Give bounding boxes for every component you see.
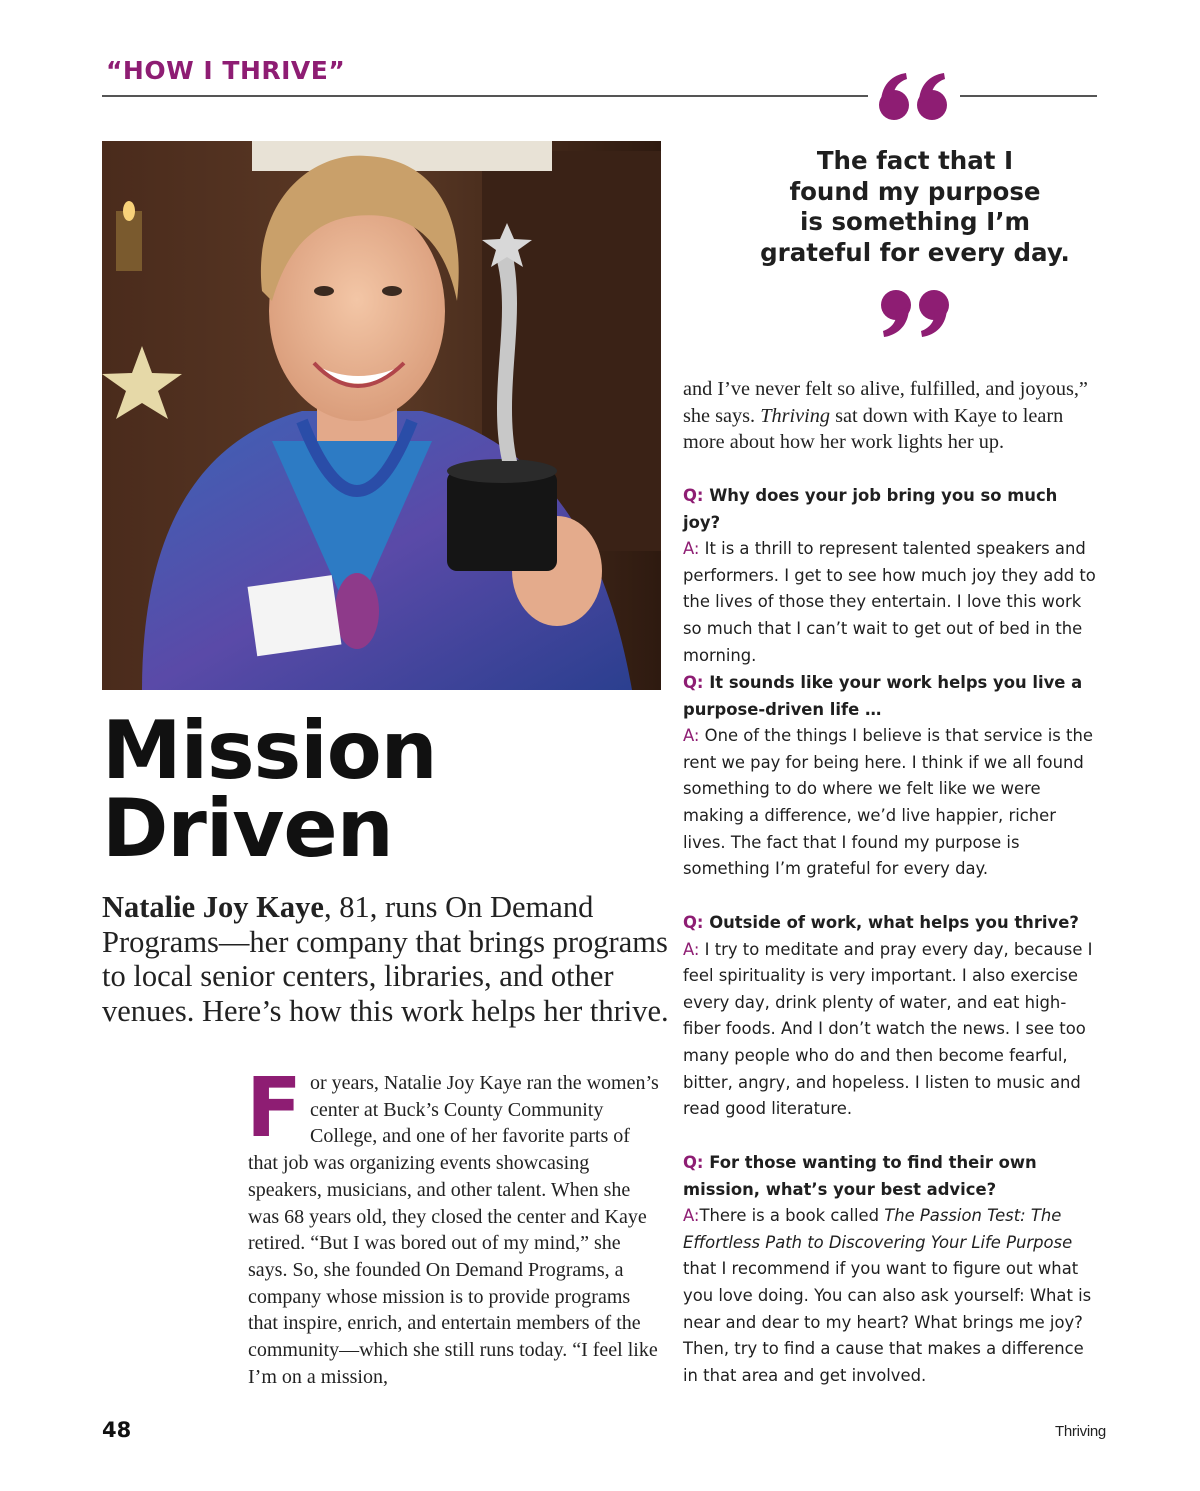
subject-name: Natalie Joy Kaye [102, 890, 324, 924]
answer-tag: A: [683, 1206, 700, 1226]
answer-tag: A: [683, 539, 700, 559]
body-text: and I’ve never felt so alive, fulfilled, and joyous,” she says. [683, 378, 1088, 427]
answer [683, 937, 1098, 1123]
headline-line: Mission [102, 704, 437, 797]
book-title: The Passion Test: The Effortless Path to Discovering Your Life Purpose [683, 1206, 1073, 1252]
answer-text: that I recommend if you want to figure out what you love doing. You can also ask yourself: What is near and dear to my heart? What brings me joy? Then, try to find a cause that makes a difference in that area and get involved. [683, 1259, 1092, 1385]
answer-text: I try to meditate and pray every day, because I feel spirituality is very important. I also exercise every day, drink plenty of water, and eat high-fiber foods. And I don’t watch the news. I see too many people who do and then become fearful, bitter, angry, and hopeless. I listen to music and read good literature. [683, 939, 1093, 1119]
body-column-left [246, 1061, 664, 1390]
answer-tag: A: [683, 939, 700, 959]
pull-quote-line: found my purpose [789, 176, 1041, 206]
answer [683, 723, 1098, 883]
question-text: Why does your job bring you so much joy? [683, 486, 1058, 532]
open-quote-icon [868, 64, 960, 128]
question-text: It sounds like your work helps you live a purpose-driven life … [683, 673, 1083, 719]
answer-text: One of the things I believe is that service is the rent we pay for being here. I think if we all found something to do where we felt like we were making a difference, we’d live happier, richer lives. The fact that I found my purpose is something I’m grateful for every day. [683, 726, 1093, 879]
body-text: or years, Natalie Joy Kaye ran the women’s center at Buck’s County Community College, and one of her favorite parts of that job was organizing events showcasing speakers, musicians, and other talent. When she was 68 years old, they closed the center and Kaye retired. “But I was bored out of my mind,” she says. So, she founded On Demand Programs, a company whose mission is to provide programs that inspire, enrich, and entertain members of the community—which she still runs today. “I feel like I’m on a mission, [248, 1072, 659, 1388]
body-column-right-intro [683, 376, 1093, 456]
answer-text: There is a book called [699, 1206, 885, 1226]
question [683, 910, 1098, 937]
question [683, 670, 1098, 723]
question [683, 1150, 1098, 1203]
deck-text: , 81, runs On Demand Programs—her company that brings programs to local senior centers, libraries, and other venues. Here’s how this work helps her thrive. [102, 890, 669, 1028]
question-tag: Q: [683, 673, 704, 692]
answer-tag: A: [683, 726, 700, 746]
magazine-name-italic: Thriving [760, 404, 831, 427]
section-label: “HOW I THRIVE” [106, 56, 346, 85]
question-text: For those wanting to find their own mission, what’s your best advice? [683, 1153, 1037, 1199]
drop-cap: F [246, 1061, 303, 1156]
qa-block [683, 910, 1098, 1123]
pull-quote-line: is something I’m [799, 207, 1031, 236]
question-tag: Q: [683, 486, 704, 505]
answer [683, 1203, 1098, 1389]
qa-block [683, 670, 1098, 883]
question-tag: Q: [683, 1153, 704, 1172]
question-tag: Q: [683, 913, 704, 932]
close-quote-icon [868, 282, 960, 346]
body-text: sat down with Kaye to learn more about how her work lights her up. [683, 404, 1064, 454]
page-number: 48 [102, 1418, 132, 1442]
portrait-photo [102, 141, 661, 690]
question-text: Outside of work, what helps you thrive? [703, 913, 1079, 932]
pull-quote-line: grateful for every day. [760, 237, 1070, 267]
answer [683, 536, 1098, 669]
question [683, 483, 1098, 536]
pull-quote [740, 146, 1090, 268]
answer-text: It is a thrill to represent talented speakers and performers. I get to see how much joy they add to the lives of those they entertain. I love this work so much that I can’t wait to get out of bed in the morning. [683, 539, 1096, 665]
article-headline [102, 704, 662, 875]
pull-quote-line: The fact that I [816, 146, 1014, 175]
article-deck [102, 890, 672, 1028]
magazine-name: Thriving [1055, 1423, 1106, 1440]
qa-block [683, 1150, 1098, 1389]
qa-block [683, 483, 1098, 669]
headline-line: Driven [102, 782, 393, 875]
